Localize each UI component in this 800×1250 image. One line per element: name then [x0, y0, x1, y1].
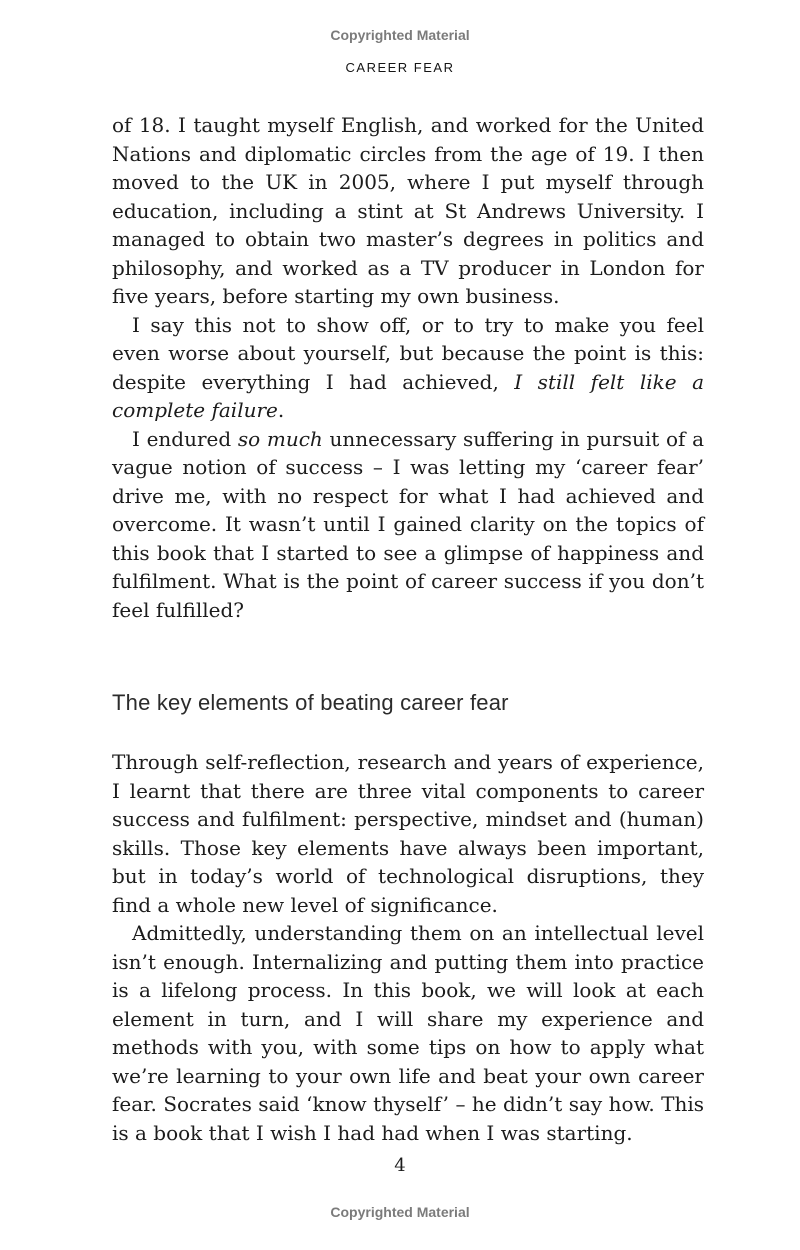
italic-text-run: so much: [237, 426, 323, 451]
text-run: .: [277, 398, 285, 422]
text-run: I say this not to show off, or to try to make you feel even worse about yourself, but because the point is this: despite everything I had achieved,: [112, 312, 704, 394]
text-run: of 18. I taught myself English, and worked for the United Nations and diplomatic circles from the age of 19. I then moved to the UK in 2005, where I put myself through education, including a stint at St Andrews University. I managed to obtain two master’s degrees in politics and philosophy, and worked as a TV producer in London for five years, before starting my own business.: [112, 113, 704, 308]
paragraph: [112, 748, 704, 919]
paragraph: [112, 919, 704, 1147]
copyright-notice-bottom: Copyrighted Material: [330, 1204, 470, 1220]
text-run: unnecessary suffering in pursuit of a vague notion of success – I was letting my ‘career fear’ drive me, with no respect for what I had achieved and overcome. It wasn’t until I gained clarity on the topics of this book that I started to see a glimpse of happiness and fulfilment. What is the point of career success if you don’t feel fulfilled?: [112, 426, 705, 622]
text-run: I endured: [132, 426, 238, 451]
page-number: 4: [394, 1155, 406, 1176]
paragraph: [112, 425, 704, 625]
copyright-notice-top: Copyrighted Material: [330, 27, 470, 43]
section-heading: The key elements of beating career fear: [112, 690, 509, 715]
text-run: Through self-reflection, research and years of experience, I learnt that there are three vital components to career success and fulfilment: perspective, mindset and (human) skills. Those key elements have always been important, but in today’s world of technological disruptions, they find a whole new level of significance.: [112, 750, 704, 917]
page-body-text: [112, 111, 704, 1147]
running-header: CAREER FEAR: [345, 60, 455, 75]
paragraph: [112, 111, 704, 311]
italic-text-run: I still felt like a complete failure: [112, 369, 704, 422]
text-run: Admittedly, understanding them on an intellectual level isn’t enough. Internalizing and putting them into practice is a lifelong process. In this book, we will look at each element in turn, and I will share my experience and methods with you, with some tips on how to apply what we’re learning to your own life and beat your own career fear. Socrates said ‘know thyself’ – he didn’t say how. This is a book that I wish I had had when I was starting.: [112, 921, 704, 1145]
paragraph: [112, 311, 704, 425]
